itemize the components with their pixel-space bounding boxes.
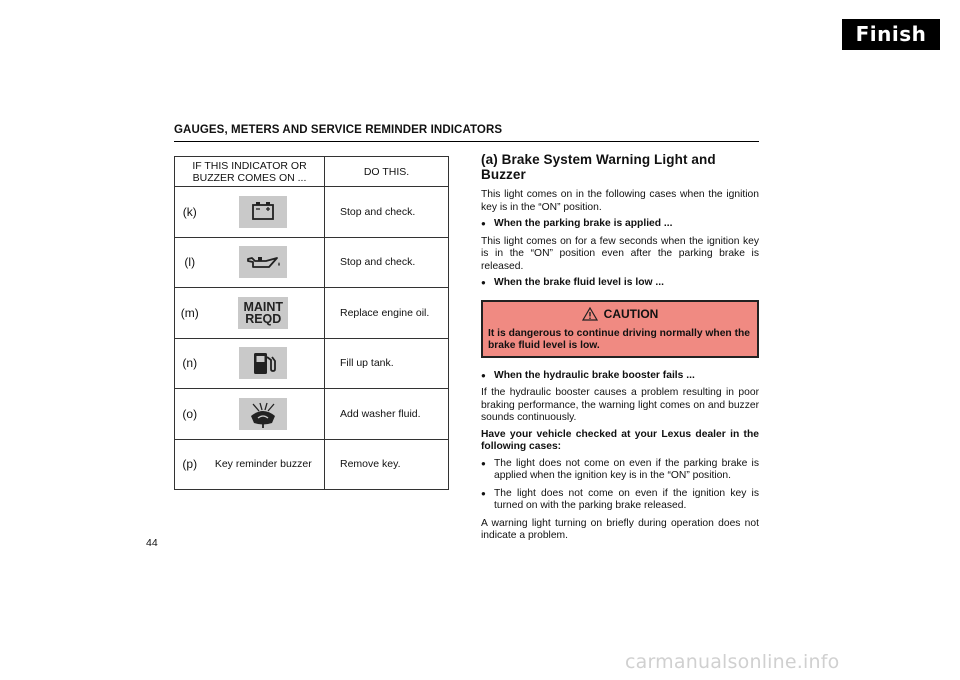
row-indicator — [203, 389, 325, 439]
table-row — [175, 288, 449, 338]
watermark: carmanualsonline.info — [625, 651, 840, 673]
fuel-pump-icon — [239, 347, 287, 379]
table-row — [175, 439, 449, 489]
brake-warning-section — [481, 152, 759, 547]
caution-header — [483, 302, 757, 326]
row-action: Replace engine oil. — [325, 288, 449, 338]
maint-line-1: MAINT — [243, 299, 284, 314]
maint-line-2: REQD — [245, 311, 282, 326]
section-title: (a) Brake System Warning Light and Buzzer — [481, 152, 716, 182]
row-action: Remove key. — [325, 439, 449, 489]
page-number: 44 — [146, 537, 158, 549]
row-id: (n) — [175, 338, 203, 388]
paragraph: This light comes on in the following cases when the ignition key is in the “ON” position. — [481, 189, 759, 213]
bullet-item: ● When the parking brake is applied ... — [481, 218, 759, 231]
table-row — [175, 338, 449, 388]
table-header-row — [175, 157, 449, 187]
row-indicator — [203, 288, 325, 338]
row-id: (o) — [175, 389, 203, 439]
paragraph: If the hydraulic booster causes a problem resulting in poor braking performance, the warning light comes on and buzzer sounds continuously. — [481, 387, 759, 423]
col-header-indicator: IF THIS INDICATOR OR BUZZER COMES ON ... — [175, 157, 325, 187]
row-id: (k) — [175, 187, 203, 237]
col-header-action: DO THIS. — [325, 157, 449, 187]
paragraph: Have your vehicle checked at your Lexus dealer in the following cases: — [481, 428, 759, 452]
oil-can-icon — [239, 246, 287, 278]
row-action: Fill up tank. — [325, 338, 449, 388]
bullet-item: ● The light does not come on even if the ignition key is turned on with the parking brake released. — [481, 488, 759, 513]
warning-triangle-icon — [582, 307, 598, 321]
paragraph: This light comes on for a few seconds when the ignition key is in the “ON” position even after the parking brake is released. — [481, 235, 759, 272]
bullet-item: ● The light does not come on even if the parking brake is applied when the ignition key is in the “ON” position. — [481, 458, 759, 483]
table-row — [175, 237, 449, 287]
table-row — [175, 187, 449, 237]
finish-button[interactable]: Finish — [842, 19, 940, 50]
caution-box — [481, 300, 759, 358]
row-indicator: Key reminder buzzer — [203, 439, 325, 489]
row-action: Add washer fluid. — [325, 389, 449, 439]
row-id: (l) — [175, 237, 203, 287]
paragraph: A warning light turning on briefly during operation does not indicate a problem. — [481, 517, 759, 541]
caution-title: CAUTION — [603, 306, 659, 321]
bullet-item: ● When the brake fluid level is low ... — [481, 277, 759, 290]
row-id: (m) — [175, 288, 203, 338]
maint-reqd-icon — [238, 297, 288, 329]
battery-icon — [239, 196, 287, 228]
bullet-item: ● When the hydraulic brake booster fails ... — [481, 370, 759, 383]
row-action: Stop and check. — [325, 187, 449, 237]
header-rule — [174, 141, 759, 142]
row-indicator — [203, 187, 325, 237]
row-id: (p) — [175, 439, 203, 489]
page-header-title: GAUGES, METERS AND SERVICE REMINDER INDICATORS — [174, 124, 503, 136]
row-action: Stop and check. — [325, 237, 449, 287]
washer-fluid-icon — [239, 398, 287, 430]
row-indicator — [203, 237, 325, 287]
table-row — [175, 389, 449, 439]
caution-text: It is dangerous to continue driving normally when the brake fluid level is low. — [488, 327, 751, 351]
indicator-table — [174, 156, 449, 490]
row-indicator — [203, 338, 325, 388]
